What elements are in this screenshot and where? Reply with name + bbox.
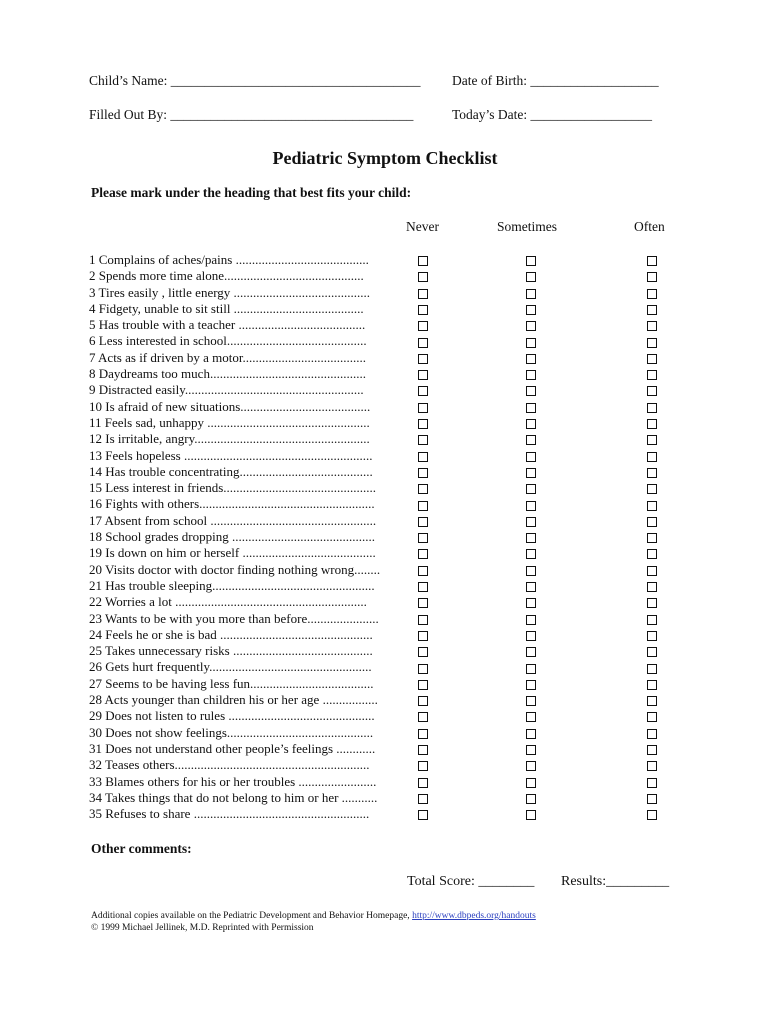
checkbox-often[interactable]	[647, 598, 657, 608]
list-item	[89, 725, 409, 741]
footer-copyright: © 1999 Michael Jellinek, M.D. Reprinted with Permission	[91, 923, 314, 933]
symptom-label: 28 Acts younger than children his or her age .................	[89, 692, 378, 708]
symptom-label: 10 Is afraid of new situations........................................	[89, 398, 371, 414]
list-item	[89, 513, 409, 529]
symptom-label: 32 Teases others............................................................	[89, 757, 370, 773]
checkbox-often[interactable]	[647, 272, 657, 282]
checkbox-sometimes[interactable]	[526, 533, 536, 543]
checkbox-never[interactable]	[418, 305, 428, 315]
checkbox-never[interactable]	[418, 321, 428, 331]
list-item	[89, 496, 409, 512]
checkbox-often[interactable]	[647, 712, 657, 722]
checkbox-never[interactable]	[418, 664, 428, 674]
symptom-list	[89, 252, 409, 822]
checkbox-never[interactable]	[418, 794, 428, 804]
checkbox-never[interactable]	[418, 468, 428, 478]
symptom-label: 18 School grades dropping ............................................	[89, 529, 375, 545]
symptom-label: 22 Worries a lot ...........................................................	[89, 594, 367, 610]
list-item	[89, 708, 409, 724]
checkbox-never[interactable]	[418, 452, 428, 462]
checkbox-never[interactable]	[418, 435, 428, 445]
checkbox-often[interactable]	[647, 664, 657, 674]
list-item	[89, 399, 409, 415]
checkbox-never[interactable]	[418, 712, 428, 722]
list-item	[89, 415, 409, 431]
checkbox-often[interactable]	[647, 256, 657, 266]
symptom-label: 33 Blames others for his or her troubles ........................	[89, 773, 377, 789]
checkbox-often[interactable]	[647, 794, 657, 804]
checkbox-sometimes[interactable]	[526, 517, 536, 527]
list-item	[89, 562, 409, 578]
page-title: Pediatric Symptom Checklist	[272, 148, 498, 168]
list-item	[89, 448, 409, 464]
symptom-label: 2 Spends more time alone...........................................	[89, 268, 364, 284]
checkbox-never[interactable]	[418, 598, 428, 608]
symptom-label: 30 Does not show feelings.............................................	[89, 724, 374, 740]
symptom-label: 13 Feels hopeless ..........................................................	[89, 447, 373, 463]
checkbox-sometimes[interactable]	[526, 598, 536, 608]
checkbox-never[interactable]	[418, 631, 428, 641]
symptom-label: 34 Takes things that do not belong to him or her ...........	[89, 789, 378, 805]
checkbox-never[interactable]	[418, 517, 428, 527]
symptom-label: 4 Fidgety, unable to sit still ........................................	[89, 300, 364, 316]
symptom-label: 29 Does not listen to rules .............................................	[89, 708, 375, 724]
checkbox-often[interactable]	[647, 435, 657, 445]
checkbox-often[interactable]	[647, 468, 657, 478]
checkbox-sometimes[interactable]	[526, 321, 536, 331]
checkbox-never[interactable]	[418, 778, 428, 788]
checkbox-sometimes[interactable]	[526, 419, 536, 429]
checkbox-often[interactable]	[647, 321, 657, 331]
handouts-link[interactable]: http://www.dbpeds.org/handouts	[412, 911, 536, 921]
symptom-label: 17 Absent from school ...................................................	[89, 512, 377, 528]
checkbox-never[interactable]	[418, 680, 428, 690]
checkbox-often[interactable]	[647, 338, 657, 348]
footer-text: Additional copies available on the Pediatric Development and Behavior Homepage,	[91, 911, 410, 921]
list-item	[89, 611, 409, 627]
checkbox-never[interactable]	[418, 761, 428, 771]
checkbox-never[interactable]	[418, 386, 428, 396]
checkbox-sometimes[interactable]	[526, 305, 536, 315]
symptom-label: 1 Complains of aches/pains .........................................	[89, 252, 369, 267]
checkbox-never[interactable]	[418, 289, 428, 299]
symptom-label: 9 Distracted easily.......................................................	[89, 382, 364, 398]
list-item	[89, 627, 409, 643]
list-item	[89, 659, 409, 675]
checkbox-sometimes[interactable]	[526, 794, 536, 804]
list-item	[89, 529, 409, 545]
total-score-field[interactable]: Total Score: ________	[407, 874, 535, 889]
symptom-label: 24 Feels he or she is bad ...............................................	[89, 626, 373, 642]
symptom-label: 8 Daydreams too much................................................	[89, 366, 366, 382]
checkbox-sometimes[interactable]	[526, 778, 536, 788]
checkbox-never[interactable]	[418, 810, 428, 820]
footer-line-1	[91, 911, 536, 921]
checkbox-often[interactable]	[647, 810, 657, 820]
checkbox-sometimes[interactable]	[526, 729, 536, 739]
checkbox-never[interactable]	[418, 696, 428, 706]
checkbox-sometimes[interactable]	[526, 810, 536, 820]
list-item	[89, 317, 409, 333]
list-item	[89, 480, 409, 496]
checkbox-sometimes[interactable]	[526, 501, 536, 511]
list-item	[89, 806, 409, 822]
list-item	[89, 301, 409, 317]
symptom-label: 16 Fights with others......................................................	[89, 496, 375, 512]
checkbox-sometimes[interactable]	[526, 745, 536, 755]
checkbox-often[interactable]	[647, 533, 657, 543]
checkbox-sometimes[interactable]	[526, 289, 536, 299]
checkbox-sometimes[interactable]	[526, 680, 536, 690]
checkbox-often[interactable]	[647, 354, 657, 364]
column-header-often: Often	[634, 219, 665, 234]
checkbox-never[interactable]	[418, 338, 428, 348]
checkbox-never[interactable]	[418, 549, 428, 559]
checkbox-never[interactable]	[418, 403, 428, 413]
checkbox-never[interactable]	[418, 566, 428, 576]
checkbox-sometimes[interactable]	[526, 696, 536, 706]
list-item	[89, 464, 409, 480]
checkbox-never[interactable]	[418, 484, 428, 494]
checkbox-sometimes[interactable]	[526, 338, 536, 348]
symptom-label: 19 Is down on him or herself .........................................	[89, 545, 376, 561]
checkbox-sometimes[interactable]	[526, 256, 536, 266]
checkbox-often[interactable]	[647, 566, 657, 576]
symptom-label: 31 Does not understand other people’s feelings ............	[89, 740, 376, 756]
checkbox-never[interactable]	[418, 354, 428, 364]
checkbox-often[interactable]	[647, 631, 657, 641]
instruction-text: Please mark under the heading that best fits your child:	[91, 185, 412, 200]
list-item	[89, 594, 409, 610]
symptom-label: 15 Less interest in friends...............................................	[89, 480, 377, 496]
checkbox-sometimes[interactable]	[526, 549, 536, 559]
symptom-label: 5 Has trouble with a teacher .......................................	[89, 317, 366, 333]
checkbox-often[interactable]	[647, 403, 657, 413]
checkbox-never[interactable]	[418, 419, 428, 429]
symptom-label: 7 Acts as if driven by a motor......................................	[89, 349, 366, 365]
checkbox-often[interactable]	[647, 647, 657, 657]
column-header-sometimes: Sometimes	[497, 219, 557, 234]
checkbox-often[interactable]	[647, 729, 657, 739]
checkbox-often[interactable]	[647, 778, 657, 788]
checkbox-often[interactable]	[647, 680, 657, 690]
checkbox-never[interactable]	[418, 272, 428, 282]
checkbox-sometimes[interactable]	[526, 664, 536, 674]
symptom-label: 3 Tires easily , little energy ..........................................	[89, 284, 371, 300]
list-item	[89, 431, 409, 447]
symptom-label: 6 Less interested in school...........................................	[89, 333, 367, 349]
list-item	[89, 285, 409, 301]
checkbox-often[interactable]	[647, 615, 657, 625]
symptom-label: 20 Visits doctor with doctor finding nothing wrong........	[89, 561, 381, 577]
symptom-label: 12 Is irritable, angry......................................................	[89, 431, 370, 447]
symptom-label: 35 Refuses to share ......................................................	[89, 806, 370, 822]
checkbox-often[interactable]	[647, 484, 657, 494]
checkbox-sometimes[interactable]	[526, 354, 536, 364]
checkbox-sometimes[interactable]	[526, 484, 536, 494]
checkbox-sometimes[interactable]	[526, 647, 536, 657]
list-item	[89, 350, 409, 366]
checkbox-never[interactable]	[418, 582, 428, 592]
symptom-label: 23 Wants to be with you more than before......................	[89, 610, 379, 626]
checkbox-sometimes[interactable]	[526, 582, 536, 592]
symptom-label: 11 Feels sad, unhappy ..................................................	[89, 414, 370, 430]
checkbox-sometimes[interactable]	[526, 631, 536, 641]
list-item	[89, 774, 409, 790]
list-item	[89, 643, 409, 659]
list-item	[89, 578, 409, 594]
checkbox-often[interactable]	[647, 419, 657, 429]
checkbox-sometimes[interactable]	[526, 566, 536, 576]
checkbox-often[interactable]	[647, 452, 657, 462]
list-item	[89, 268, 409, 284]
other-comments-label: Other comments:	[91, 841, 192, 856]
symptom-label: 27 Seems to be having less fun......................................	[89, 675, 374, 691]
list-item	[89, 676, 409, 692]
checkbox-sometimes[interactable]	[526, 386, 536, 396]
checkbox-often[interactable]	[647, 517, 657, 527]
checkbox-often[interactable]	[647, 582, 657, 592]
symptom-label: 25 Takes unnecessary risks ...........................................	[89, 643, 373, 659]
list-item	[89, 252, 409, 268]
checkbox-sometimes[interactable]	[526, 712, 536, 722]
checkbox-sometimes[interactable]	[526, 272, 536, 282]
list-item	[89, 545, 409, 561]
checkbox-often[interactable]	[647, 370, 657, 380]
checkbox-often[interactable]	[647, 696, 657, 706]
filled-out-by-field[interactable]: Filled Out By: ____________________________________	[89, 107, 414, 122]
checkbox-never[interactable]	[418, 370, 428, 380]
checkbox-sometimes[interactable]	[526, 468, 536, 478]
checkbox-often[interactable]	[647, 386, 657, 396]
list-item	[89, 757, 409, 773]
todays-date-field[interactable]: Today’s Date: __________________	[452, 107, 653, 122]
checkbox-often[interactable]	[647, 501, 657, 511]
date-of-birth-field[interactable]: Date of Birth: ___________________	[452, 73, 659, 88]
checkbox-sometimes[interactable]	[526, 435, 536, 445]
checkbox-never[interactable]	[418, 533, 428, 543]
checkbox-sometimes[interactable]	[526, 452, 536, 462]
list-item	[89, 790, 409, 806]
checkbox-never[interactable]	[418, 745, 428, 755]
checkbox-sometimes[interactable]	[526, 761, 536, 771]
column-header-never: Never	[406, 219, 439, 234]
checkbox-never[interactable]	[418, 647, 428, 657]
checkbox-sometimes[interactable]	[526, 403, 536, 413]
checkbox-never[interactable]	[418, 729, 428, 739]
list-item	[89, 366, 409, 382]
checkbox-often[interactable]	[647, 549, 657, 559]
list-item	[89, 692, 409, 708]
checkbox-never[interactable]	[418, 501, 428, 511]
symptom-label: 26 Gets hurt frequently..................................................	[89, 659, 372, 675]
checkbox-sometimes[interactable]	[526, 370, 536, 380]
list-item	[89, 382, 409, 398]
checkbox-never[interactable]	[418, 615, 428, 625]
child-name-field[interactable]: Child’s Name: _____________________________________	[89, 73, 421, 88]
checkbox-often[interactable]	[647, 761, 657, 771]
list-item	[89, 333, 409, 349]
checkbox-sometimes[interactable]	[526, 615, 536, 625]
list-item	[89, 741, 409, 757]
checkbox-often[interactable]	[647, 745, 657, 755]
symptom-label: 14 Has trouble concentrating.........................................	[89, 463, 373, 479]
results-field[interactable]: Results:_________	[561, 874, 670, 889]
checkbox-never[interactable]	[418, 256, 428, 266]
checkbox-often[interactable]	[647, 305, 657, 315]
symptom-label: 21 Has trouble sleeping..................................................	[89, 577, 375, 593]
checkbox-often[interactable]	[647, 289, 657, 299]
